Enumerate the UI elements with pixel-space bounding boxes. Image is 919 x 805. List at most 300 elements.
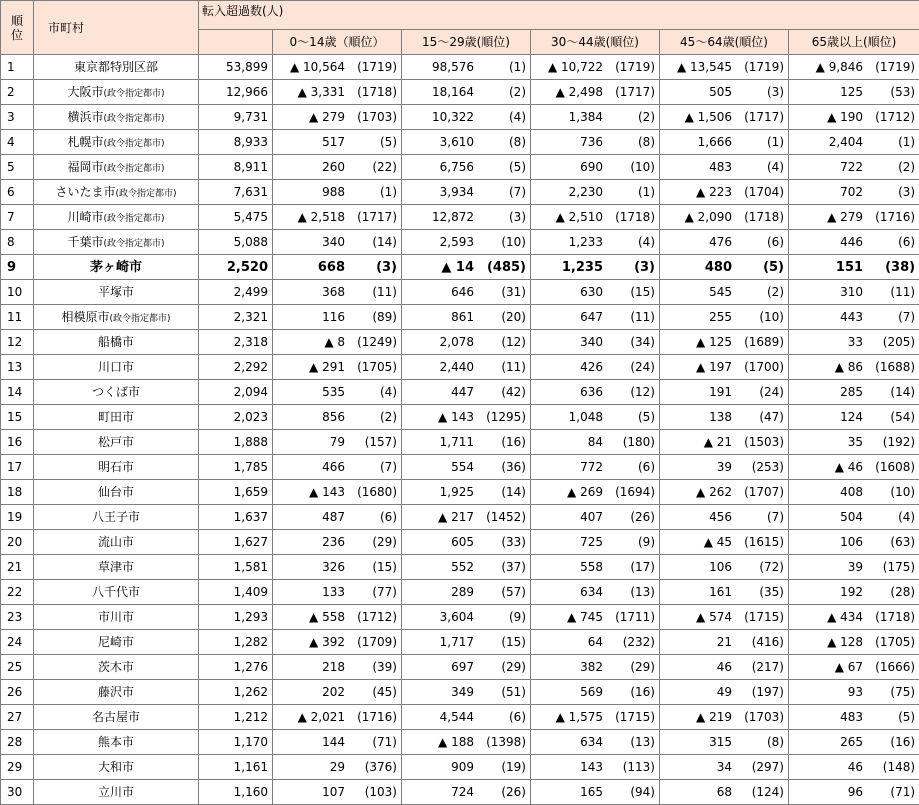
- rank-value: (416): [736, 636, 784, 648]
- table-row: [1, 755, 919, 780]
- rank-value: (1707): [736, 486, 784, 498]
- city-cell: [34, 780, 199, 805]
- net-inflow-value: 1,666: [698, 136, 732, 148]
- rank-value: (35): [736, 586, 784, 598]
- total-cell: 7,631: [199, 180, 273, 205]
- rank-value: (29): [607, 661, 655, 673]
- rank-value: (2): [736, 286, 784, 298]
- net-inflow-value: 480: [705, 261, 732, 274]
- table-row: [1, 655, 919, 680]
- total-cell: 2,321: [199, 305, 273, 330]
- city-name: 八千代市: [92, 585, 140, 599]
- age-value-cell: [273, 55, 402, 80]
- net-inflow-value: ▲ 2,021: [298, 711, 345, 723]
- city-name: つくば市: [92, 385, 140, 399]
- rank-cell: 13: [1, 355, 34, 380]
- age-value-cell: [402, 730, 531, 755]
- total-cell: 1,293: [199, 605, 273, 630]
- net-inflow-value: 6,756: [440, 161, 474, 173]
- city-name: さいたま市: [55, 185, 115, 199]
- age-value-cell: [660, 205, 789, 230]
- total-cell: 1,276: [199, 655, 273, 680]
- table-row: [1, 705, 919, 730]
- age-value-cell: [531, 755, 660, 780]
- total-cell: 12,966: [199, 80, 273, 105]
- net-inflow-value: 192: [840, 586, 863, 598]
- rank-value: (5): [736, 261, 784, 274]
- age-value-cell: [531, 655, 660, 680]
- table-row: [1, 455, 919, 480]
- city-cell: [34, 430, 199, 455]
- age-value-cell: [531, 180, 660, 205]
- city-cell: [34, 480, 199, 505]
- city-cell: [34, 355, 199, 380]
- rank-cell: 29: [1, 755, 34, 780]
- city-designation: (政令指定都市): [103, 239, 164, 249]
- city-name: 市川市: [98, 610, 134, 624]
- net-inflow-value: 106: [840, 536, 863, 548]
- rank-value: (28): [867, 586, 915, 598]
- age-value-cell: [273, 680, 402, 705]
- rank-value: (2): [867, 161, 915, 173]
- age-value-cell: [273, 430, 402, 455]
- city-designation: (政令指定都市): [103, 214, 164, 224]
- city-cell: [34, 105, 199, 130]
- net-inflow-value: ▲ 86: [835, 361, 863, 373]
- age-value-cell: [402, 605, 531, 630]
- net-inflow-value: 3,934: [440, 186, 474, 198]
- net-inflow-value: ▲ 128: [827, 636, 863, 648]
- rank-value: (4): [349, 386, 397, 398]
- age-value-cell: [402, 155, 531, 180]
- net-inflow-value: 10,322: [432, 111, 474, 123]
- age-value-cell: [273, 280, 402, 305]
- age-value-cell: [531, 505, 660, 530]
- city-cell: [34, 605, 199, 630]
- rank-value: (53): [867, 86, 915, 98]
- net-inflow-value: 218: [322, 661, 345, 673]
- age-value-cell: [789, 380, 919, 405]
- table-row: [1, 155, 919, 180]
- net-inflow-value: 289: [451, 586, 474, 598]
- table-row: [1, 380, 919, 405]
- age-value-cell: [402, 580, 531, 605]
- net-inflow-value: 2,593: [440, 236, 474, 248]
- net-inflow-value: 349: [451, 686, 474, 698]
- age-value-cell: [531, 130, 660, 155]
- rank-value: (7): [736, 511, 784, 523]
- net-inflow-value: 34: [717, 761, 732, 773]
- table-row: [1, 480, 919, 505]
- rank-value: (8): [607, 136, 655, 148]
- rank-value: (1705): [867, 636, 915, 648]
- age-value-cell: [531, 55, 660, 80]
- age-value-cell: [789, 255, 919, 280]
- rank-value: (6): [349, 511, 397, 523]
- net-inflow-value: 690: [580, 161, 603, 173]
- age-value-cell: [273, 580, 402, 605]
- age-value-cell: [660, 430, 789, 455]
- age-value-cell: [660, 605, 789, 630]
- rank-cell: 28: [1, 730, 34, 755]
- rank-value: (16): [867, 736, 915, 748]
- table-row: [1, 205, 919, 230]
- age-value-cell: [273, 655, 402, 680]
- age-value-cell: [273, 80, 402, 105]
- age-value-cell: [273, 330, 402, 355]
- age-value-cell: [660, 55, 789, 80]
- age-value-cell: [789, 130, 919, 155]
- net-inflow-value: ▲ 291: [309, 361, 345, 373]
- net-inflow-value: 165: [580, 786, 603, 798]
- net-inflow-value: 265: [840, 736, 863, 748]
- table-row: [1, 130, 919, 155]
- net-inflow-value: 554: [451, 461, 474, 473]
- age-value-cell: [402, 130, 531, 155]
- net-inflow-value: 340: [322, 236, 345, 248]
- net-inflow-value: 517: [322, 136, 345, 148]
- total-cell: 1,262: [199, 680, 273, 705]
- rank-value: (157): [349, 436, 397, 448]
- age-value-cell: [660, 80, 789, 105]
- rank-value: (16): [478, 436, 526, 448]
- age-header-30-44: 30～44歳(順位): [531, 30, 660, 55]
- net-inflow-value: ▲ 46: [835, 461, 863, 473]
- rank-value: (3): [478, 211, 526, 223]
- rank-value: (71): [867, 786, 915, 798]
- rank-value: (47): [736, 411, 784, 423]
- city-cell: [34, 455, 199, 480]
- table-row: [1, 630, 919, 655]
- net-inflow-value: 545: [709, 286, 732, 298]
- rank-value: (1719): [867, 61, 915, 73]
- net-inflow-value: 260: [322, 161, 345, 173]
- net-inflow-value: 144: [322, 736, 345, 748]
- net-inflow-value: ▲ 1,506: [685, 111, 732, 123]
- table-header: [1, 1, 919, 55]
- total-cell: 1,627: [199, 530, 273, 555]
- net-inflow-value: 236: [322, 536, 345, 548]
- city-cell: [34, 230, 199, 255]
- rank-value: (14): [867, 386, 915, 398]
- rank-value: (33): [478, 536, 526, 548]
- rank-value: (1704): [736, 186, 784, 198]
- net-inflow-value: 79: [330, 436, 345, 448]
- net-inflow-value: 1,717: [440, 636, 474, 648]
- rank-value: (6): [867, 236, 915, 248]
- city-cell: [34, 505, 199, 530]
- rank-value: (485): [478, 261, 526, 274]
- total-cell: 1,659: [199, 480, 273, 505]
- rank-value: (26): [478, 786, 526, 798]
- age-value-cell: [789, 355, 919, 380]
- table-row: [1, 605, 919, 630]
- city-cell: [34, 405, 199, 430]
- net-inflow-value: 29: [330, 761, 345, 773]
- net-inflow-value: ▲ 2,510: [556, 211, 603, 223]
- age-value-cell: [402, 355, 531, 380]
- net-inflow-value: ▲ 190: [827, 111, 863, 123]
- rank-value: (2): [478, 86, 526, 98]
- table-row: [1, 580, 919, 605]
- net-inflow-value: 2,404: [829, 136, 863, 148]
- net-inflow-value: 255: [709, 311, 732, 323]
- city-name: 名古屋市: [92, 710, 140, 724]
- rank-value: (11): [867, 286, 915, 298]
- age-value-cell: [402, 480, 531, 505]
- rank-cell: 19: [1, 505, 34, 530]
- age-value-cell: [531, 705, 660, 730]
- rank-value: (1): [867, 136, 915, 148]
- rank-cell: 23: [1, 605, 34, 630]
- age-value-cell: [660, 630, 789, 655]
- rank-value: (1719): [607, 61, 655, 73]
- age-value-cell: [273, 255, 402, 280]
- city-designation: (政令指定都市): [103, 114, 164, 124]
- table-row: [1, 280, 919, 305]
- rank-value: (6): [736, 236, 784, 248]
- rank-value: (26): [607, 511, 655, 523]
- net-inflow-value: 46: [848, 761, 863, 773]
- net-inflow-value: 1,384: [569, 111, 603, 123]
- total-cell: 2,499: [199, 280, 273, 305]
- age-value-cell: [660, 105, 789, 130]
- age-value-cell: [402, 80, 531, 105]
- age-value-cell: [531, 555, 660, 580]
- rank-value: (7): [478, 186, 526, 198]
- age-value-cell: [531, 205, 660, 230]
- age-value-cell: [402, 555, 531, 580]
- net-inflow-value: 1,233: [569, 236, 603, 248]
- rank-value: (376): [349, 761, 397, 773]
- net-inflow-value: 505: [709, 86, 732, 98]
- rank-value: (51): [478, 686, 526, 698]
- table-row: [1, 330, 919, 355]
- net-inflow-value: ▲ 217: [438, 511, 474, 523]
- net-inflow-value: 49: [717, 686, 732, 698]
- rank-value: (197): [736, 686, 784, 698]
- net-inflow-value: 605: [451, 536, 474, 548]
- rank-value: (1717): [736, 111, 784, 123]
- rank-value: (1452): [478, 511, 526, 523]
- city-cell: [34, 205, 199, 230]
- rank-value: (10): [736, 311, 784, 323]
- net-inflow-value: ▲ 279: [309, 111, 345, 123]
- net-inflow-value: 724: [451, 786, 474, 798]
- net-inflow-value: 446: [840, 236, 863, 248]
- net-inflow-value: ▲ 269: [567, 486, 603, 498]
- net-inflow-value: 487: [322, 511, 345, 523]
- age-value-cell: [660, 280, 789, 305]
- net-inflow-value: ▲ 558: [309, 611, 345, 623]
- net-inflow-value: 558: [580, 561, 603, 573]
- age-value-cell: [789, 480, 919, 505]
- age-value-cell: [789, 555, 919, 580]
- net-inflow-value: 408: [840, 486, 863, 498]
- city-cell: [34, 380, 199, 405]
- city-cell: [34, 55, 199, 80]
- age-value-cell: [531, 255, 660, 280]
- age-value-cell: [273, 505, 402, 530]
- net-inflow-value: 106: [709, 561, 732, 573]
- net-inflow-header: 転入超過数(人): [199, 1, 919, 30]
- age-value-cell: [789, 530, 919, 555]
- city-name: 平塚市: [98, 285, 134, 299]
- city-cell: [34, 580, 199, 605]
- net-inflow-value: 93: [848, 686, 863, 698]
- age-value-cell: [273, 355, 402, 380]
- age-value-cell: [402, 630, 531, 655]
- net-inflow-value: 4,544: [440, 711, 474, 723]
- table-row: [1, 430, 919, 455]
- age-value-cell: [273, 230, 402, 255]
- rank-value: (12): [607, 386, 655, 398]
- net-inflow-value: 161: [709, 586, 732, 598]
- age-value-cell: [660, 780, 789, 805]
- age-value-cell: [402, 680, 531, 705]
- rank-cell: 15: [1, 405, 34, 430]
- net-inflow-value: 988: [322, 186, 345, 198]
- age-value-cell: [660, 730, 789, 755]
- net-inflow-value: 315: [709, 736, 732, 748]
- rank-cell: 30: [1, 780, 34, 805]
- net-inflow-value: ▲ 21: [704, 436, 732, 448]
- rank-value: (1615): [736, 536, 784, 548]
- rank-value: (5): [607, 411, 655, 423]
- net-inflow-value: 861: [451, 311, 474, 323]
- rank-value: (4): [867, 511, 915, 523]
- rank-value: (5): [349, 136, 397, 148]
- age-value-cell: [660, 480, 789, 505]
- rank-value: (22): [349, 161, 397, 173]
- rank-value: (5): [867, 711, 915, 723]
- rank-cell: 5: [1, 155, 34, 180]
- rank-value: (1694): [607, 486, 655, 498]
- age-value-cell: [531, 430, 660, 455]
- age-value-cell: [531, 455, 660, 480]
- rank-value: (24): [607, 361, 655, 373]
- age-value-cell: [660, 380, 789, 405]
- city-cell: [34, 755, 199, 780]
- age-value-cell: [660, 230, 789, 255]
- net-inflow-value: 636: [580, 386, 603, 398]
- net-inflow-value: 326: [322, 561, 345, 573]
- net-inflow-value: 504: [840, 511, 863, 523]
- age-value-cell: [402, 780, 531, 805]
- age-value-cell: [402, 655, 531, 680]
- net-inflow-value: ▲ 9,846: [816, 61, 863, 73]
- rank-cell: 6: [1, 180, 34, 205]
- table-row: [1, 105, 919, 130]
- rank-value: (54): [867, 411, 915, 423]
- age-value-cell: [789, 680, 919, 705]
- table-row: [1, 680, 919, 705]
- net-inflow-value: ▲ 143: [438, 411, 474, 423]
- city-cell: [34, 255, 199, 280]
- age-value-cell: [531, 305, 660, 330]
- total-cell: 2,318: [199, 330, 273, 355]
- age-value-cell: [402, 380, 531, 405]
- rank-value: (1703): [736, 711, 784, 723]
- age-value-cell: [531, 330, 660, 355]
- rank-value: (29): [478, 661, 526, 673]
- net-inflow-value: 426: [580, 361, 603, 373]
- table-row: [1, 255, 919, 280]
- age-value-cell: [402, 280, 531, 305]
- rank-cell: 24: [1, 630, 34, 655]
- age-value-cell: [402, 455, 531, 480]
- rank-value: (1680): [349, 486, 397, 498]
- rank-header: [1, 1, 34, 55]
- net-inflow-value: ▲ 745: [567, 611, 603, 623]
- age-value-cell: [531, 405, 660, 430]
- net-inflow-value: 647: [580, 311, 603, 323]
- age-value-cell: [273, 530, 402, 555]
- rank-value: (148): [867, 761, 915, 773]
- city-name: 茨木市: [98, 660, 134, 674]
- age-value-cell: [660, 530, 789, 555]
- age-header-0-14: 0～14歳（順位）: [273, 30, 402, 55]
- net-inflow-value: ▲ 2,498: [556, 86, 603, 98]
- rank-value: (1703): [349, 111, 397, 123]
- rank-value: (3): [867, 186, 915, 198]
- table-row: [1, 230, 919, 255]
- city-name: 札幌市: [67, 135, 103, 149]
- age-value-cell: [789, 605, 919, 630]
- age-value-cell: [660, 180, 789, 205]
- age-value-cell: [531, 680, 660, 705]
- city-name: 松戸市: [98, 435, 134, 449]
- net-inflow-value: ▲ 574: [696, 611, 732, 623]
- age-value-cell: [273, 305, 402, 330]
- rank-value: (15): [607, 286, 655, 298]
- rank-value: (4): [607, 236, 655, 248]
- rank-cell: 25: [1, 655, 34, 680]
- net-inflow-value: 3,604: [440, 611, 474, 623]
- rank-cell: 26: [1, 680, 34, 705]
- age-value-cell: [660, 505, 789, 530]
- total-cell: 8,933: [199, 130, 273, 155]
- total-cell: 8,911: [199, 155, 273, 180]
- net-inflow-value: ▲ 143: [309, 486, 345, 498]
- net-inflow-value: ▲ 262: [696, 486, 732, 498]
- age-value-cell: [273, 405, 402, 430]
- city-name: 仙台市: [98, 485, 134, 499]
- age-value-cell: [402, 430, 531, 455]
- age-value-cell: [660, 305, 789, 330]
- rank-value: (6): [478, 711, 526, 723]
- age-value-cell: [531, 480, 660, 505]
- rank-value: (36): [478, 461, 526, 473]
- net-inflow-value: 2,078: [440, 336, 474, 348]
- rank-value: (6): [607, 461, 655, 473]
- age-value-cell: [660, 255, 789, 280]
- rank-value: (217): [736, 661, 784, 673]
- net-inflow-value: 630: [580, 286, 603, 298]
- rank-value: (1717): [607, 86, 655, 98]
- city-name: 千葉市: [67, 235, 103, 249]
- age-value-cell: [273, 155, 402, 180]
- rank-value: (103): [349, 786, 397, 798]
- rank-header-label: 順位: [11, 14, 23, 42]
- rank-value: (1716): [349, 711, 397, 723]
- net-inflow-value: ▲ 8: [324, 336, 345, 348]
- net-inflow-value: ▲ 197: [696, 361, 732, 373]
- net-inflow-value: 634: [580, 586, 603, 598]
- net-inflow-value: 702: [840, 186, 863, 198]
- age-value-cell: [531, 280, 660, 305]
- city-name: 大和市: [98, 760, 134, 774]
